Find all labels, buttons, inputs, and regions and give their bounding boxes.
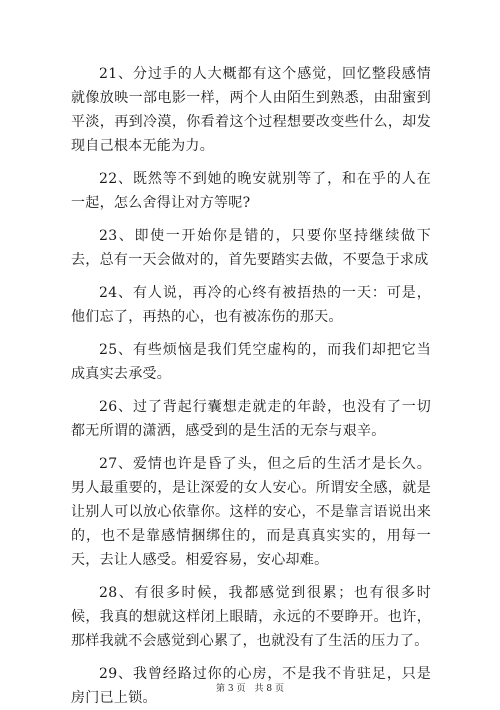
paragraph-22: 22、既然等不到她的晚安就别等了，和在乎的人在一起，怎么舍得让对方等呢? xyxy=(71,171,431,211)
paragraph-23: 23、即使一开始你是错的，只要你坚持继续做下去，总有一天会做对的，首先要踏实去做，不要急于求成 xyxy=(71,228,431,268)
paragraph-25: 25、有些烦恼是我们凭空虚构的，而我们却把它当成真实去承受。 xyxy=(71,342,431,382)
paragraph-24: 24、有人说，再冷的心终有被捂热的一天：可是，他们忘了，再热的心，也有被冻伤的那天。 xyxy=(71,285,431,325)
paragraph-28: 28、有很多时候，我都感觉到很累；也有很多时候，我真的想就这样闭上眼睛，永远的不要睁开。也许，那样我就不会感觉到心累了，也就没有了生活的压力了。 xyxy=(71,585,431,649)
paragraph-27: 27、爱情也许是昏了头，但之后的生活才是长久。男人最重要的，是让深爱的女人安心。所谓安全感，就是让别人可以放心依靠你。这样的安心，不是靠言语说出来的，也不是靠感情捆绑住的，而是真真实实的，用每一天，去让人感受。相爱容易，安心却难。 xyxy=(71,456,431,568)
paragraph-29: 29、我曾经路过你的心房，不是我不肯驻足，只是房门已上锁。 xyxy=(71,666,431,706)
page-number-footer: 第 3 页 共 8 页 xyxy=(216,684,284,694)
paragraph-21: 21、分过手的人大概都有这个感觉，回忆整段感情就像放映一部电影一样，两个人由陌生到熟悉，由甜蜜到平淡，再到冷漠，你看着这个过程想要改变些什么，却发现自己根本无能为力。 xyxy=(71,66,431,154)
page-content xyxy=(71,62,431,710)
paragraph-26: 26、过了背起行囊想走就走的年龄，也没有了一切都无所谓的潇洒，感受到的是生活的无奈与艰辛。 xyxy=(71,399,431,439)
